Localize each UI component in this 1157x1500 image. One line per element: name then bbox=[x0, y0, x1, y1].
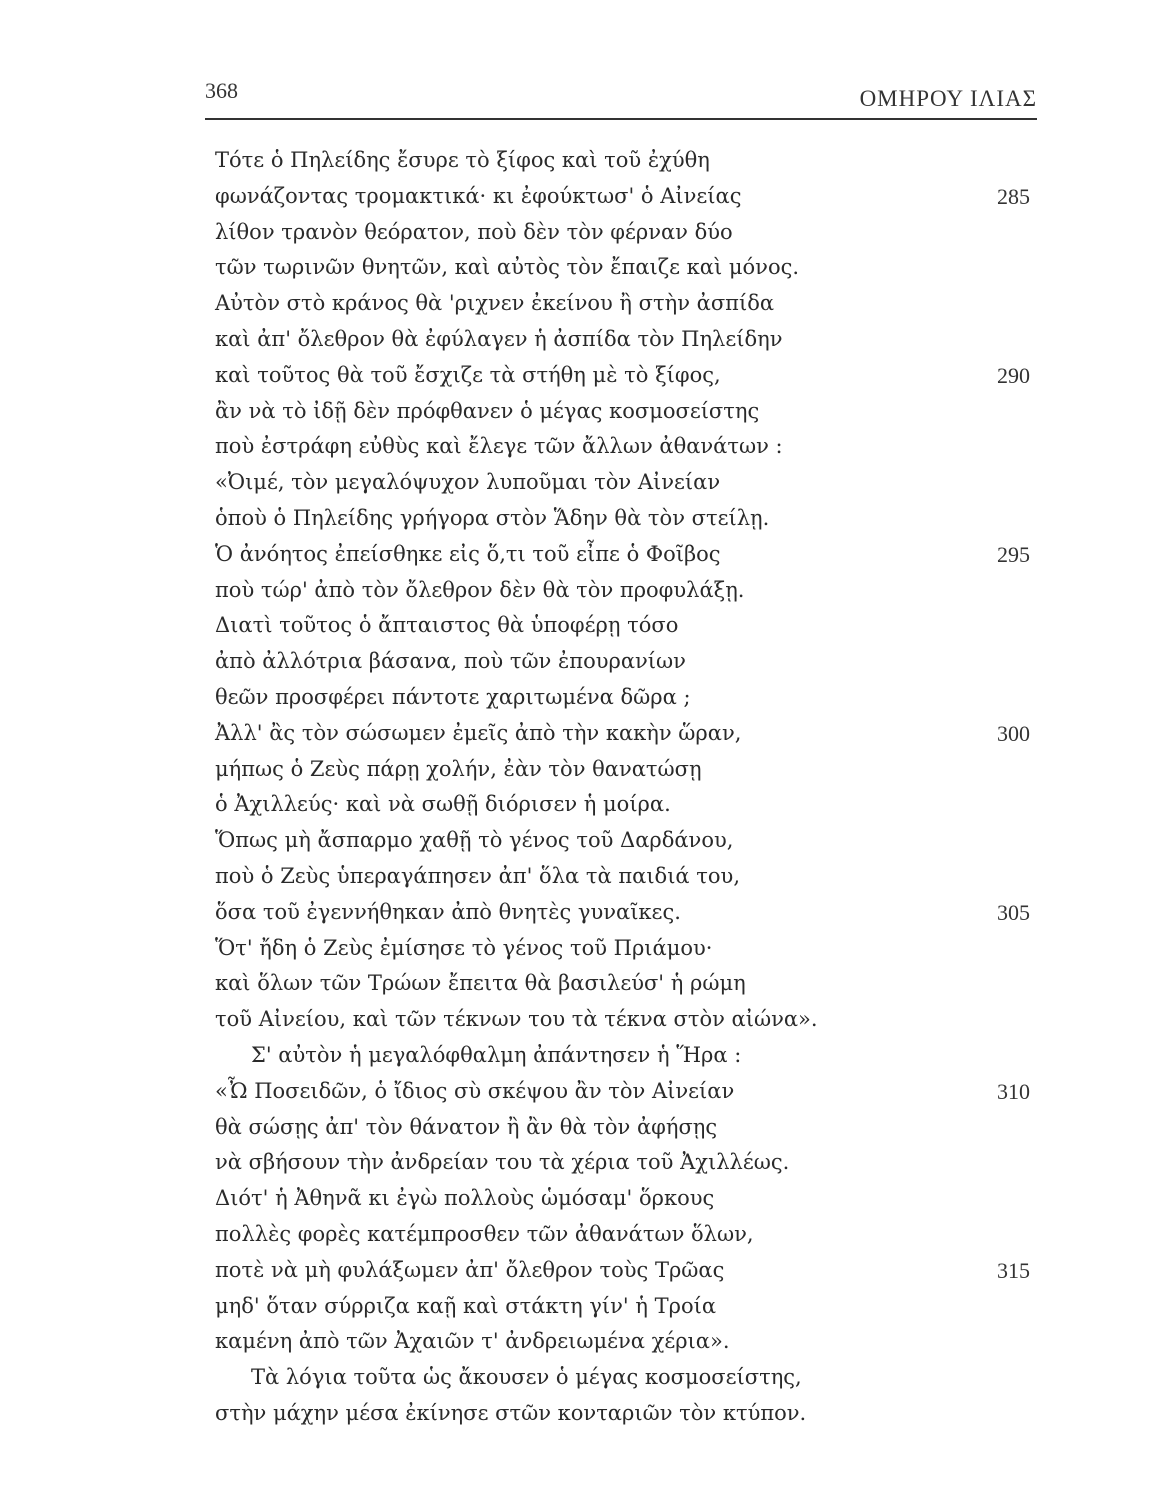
verse-text: ὅσα τοῦ ἐγεννήθηκαν ἀπὸ θνητὲς γυναῖκες. bbox=[215, 899, 681, 924]
line-number: 290 bbox=[997, 362, 1030, 388]
verse-text: πολλὲς φορὲς κατέμπροσθεν τῶν ἀθανάτων ὅλων, bbox=[215, 1221, 754, 1246]
verse-text: Ὁ ἀνόητος ἐπείσθηκε εἰς ὅ,τι τοῦ εἶπε ὁ Φοῖβος bbox=[215, 541, 721, 566]
verse-line bbox=[215, 1145, 1040, 1181]
verse-list bbox=[215, 143, 1040, 1432]
verse-text: νὰ σβήσουν τὴν ἀνδρείαν του τὰ χέρια τοῦ Ἀχιλλέως. bbox=[215, 1150, 790, 1175]
verse-line bbox=[215, 1253, 1040, 1289]
verse-text: Ὅτ' ἤδη ὁ Ζεὺς ἐμίσησε τὸ γένος τοῦ Πριάμου· bbox=[215, 935, 713, 960]
line-number: 315 bbox=[997, 1257, 1030, 1283]
verse-line bbox=[215, 1396, 1040, 1432]
verse-line bbox=[215, 1181, 1040, 1217]
verse-text: θὰ σώσῃς ἀπ' τὸν θάνατον ἢ ἂν θὰ τὸν ἀφήσῃς bbox=[215, 1114, 718, 1139]
verse-text: μήπως ὁ Ζεὺς πάρῃ χολήν, ἐὰν τὸν θανατώσῃ bbox=[215, 756, 702, 781]
verse-text: Σ' αὐτὸν ἡ μεγαλόφθαλμη ἀπάντησεν ἡ Ἥρα : bbox=[251, 1042, 742, 1067]
verse-line bbox=[215, 1324, 1040, 1360]
verse-line bbox=[215, 286, 1040, 322]
verse-text: τοῦ Αἰνείου, καὶ τῶν τέκνων του τὰ τέκνα στὸν αἰώνα». bbox=[215, 1007, 818, 1032]
verse-line bbox=[215, 1360, 1040, 1396]
verse-text: ποὺ ὁ Ζεὺς ὑπεραγάπησεν ἀπ' ὅλα τὰ παιδιά του, bbox=[215, 863, 740, 888]
verse-text: στὴν μάχην μέσα ἐκίνησε στῶν κονταριῶν τὸν κτύπον. bbox=[215, 1400, 807, 1425]
verse-text: ἀπὸ ἀλλότρια βάσανα, ποὺ τῶν ἐπουρανίων bbox=[215, 649, 686, 674]
verse-text: ποὺ ἐστράφη εὐθὺς καὶ ἔλεγε τῶν ἄλλων ἀθανάτων : bbox=[215, 434, 783, 459]
verse-text: φωνάζοντας τρομακτικά· κι ἐφούκτωσ' ὁ Αἰνείας bbox=[215, 183, 742, 208]
verse-line bbox=[215, 1110, 1040, 1146]
verse-text: ὁ Ἀχιλλεύς· καὶ νὰ σωθῇ διόρισεν ἡ μοίρα. bbox=[215, 792, 671, 817]
verse-text: καμένη ἀπὸ τῶν Ἀχαιῶν τ' ἀνδρειωμένα χέρια». bbox=[215, 1329, 730, 1354]
verse-line bbox=[215, 608, 1040, 644]
verse-text: «Ὀιμέ, τὸν μεγαλόψυχον λυποῦμαι τὸν Αἰνείαν bbox=[215, 470, 721, 495]
verse-line bbox=[215, 787, 1040, 823]
verse-line bbox=[215, 322, 1040, 358]
verse-line bbox=[215, 931, 1040, 967]
verse-line bbox=[215, 644, 1040, 680]
verse-line bbox=[215, 1289, 1040, 1325]
verse-line bbox=[215, 537, 1040, 573]
verse-text: θεῶν προσφέρει πάντοτε χαριτωμένα δῶρα ; bbox=[215, 684, 691, 709]
verse-text: ἂν νὰ τὸ ἰδῇ δὲν πρόφθανεν ὁ μέγας κοσμοσείστης bbox=[215, 398, 760, 423]
verse-text: ὁποὺ ὁ Πηλείδης γρήγορα στὸν Ἅδην θὰ τὸν στείλῃ. bbox=[215, 505, 770, 530]
line-number: 310 bbox=[997, 1078, 1030, 1104]
verse-text: Τὰ λόγια τοῦτα ὡς ἄκουσεν ὁ μέγας κοσμοσείστης, bbox=[251, 1365, 802, 1390]
verse-line bbox=[215, 680, 1040, 716]
verse-text: μηδ' ὅταν σύρριζα καῇ καὶ στάκτη γίν' ἡ Τροία bbox=[215, 1293, 717, 1318]
verse-line bbox=[215, 465, 1040, 501]
verse-line bbox=[215, 179, 1040, 215]
verse-line bbox=[215, 358, 1040, 394]
verse-text: «Ὦ Ποσειδῶν, ὁ ἴδιος σὺ σκέψου ἂν τὸν Αἰνείαν bbox=[215, 1078, 735, 1103]
verse-line bbox=[215, 1038, 1040, 1074]
verse-text: Ἀλλ' ἂς τὸν σώσωμεν ἐμεῖς ἀπὸ τὴν κακὴν ὥραν, bbox=[215, 720, 742, 745]
verse-text: καὶ ὅλων τῶν Τρώων ἔπειτα θὰ βασιλεύσ' ἡ ρώμη bbox=[215, 971, 746, 996]
line-number: 305 bbox=[997, 899, 1030, 925]
verse-line bbox=[215, 215, 1040, 251]
verse-text: ποτὲ νὰ μὴ φυλάξωμεν ἀπ' ὄλεθρον τοὺς Τρῶας bbox=[215, 1257, 725, 1282]
verse-text: Διατὶ τοῦτος ὁ ἄπταιστος θὰ ὑποφέρῃ τόσο bbox=[215, 613, 679, 638]
header-rule bbox=[205, 118, 1037, 120]
verse-line bbox=[215, 1002, 1040, 1038]
verse-text: καὶ ἀπ' ὄλεθρον θὰ ἐφύλαγεν ἡ ἀσπίδα τὸν Πηλείδην bbox=[215, 326, 783, 351]
verse-text: Τότε ὁ Πηλείδης ἔσυρε τὸ ξίφος καὶ τοῦ ἐχύθη bbox=[215, 148, 710, 172]
verse-line bbox=[215, 501, 1040, 537]
verse-line bbox=[215, 895, 1040, 931]
verse-text: τῶν τωρινῶν θνητῶν, καὶ αὐτὸς τὸν ἔπαιζε καὶ μόνος. bbox=[215, 255, 800, 280]
running-title: ΟΜΗΡΟΥ ΙΛΙΑΣ bbox=[859, 86, 1037, 111]
verse-line bbox=[215, 429, 1040, 465]
verse-text: καὶ τοῦτος θὰ τοῦ ἔσχιζε τὰ στήθη μὲ τὸ ξίφος, bbox=[215, 362, 721, 387]
verse-line bbox=[215, 823, 1040, 859]
line-number: 285 bbox=[997, 183, 1030, 209]
verse-line bbox=[215, 1217, 1040, 1253]
verse-text: Ὅπως μὴ ἄσπαρμο χαθῇ τὸ γένος τοῦ Δαρδάνου, bbox=[215, 828, 734, 853]
page-header bbox=[205, 74, 1037, 114]
verse-text: Αὐτὸν στὸ κράνος θὰ 'ριχνεν ἐκείνου ἢ στὴν ἀσπίδα bbox=[215, 291, 775, 316]
page-number: 368 bbox=[205, 78, 238, 103]
verse-text: ποὺ τώρ' ἀπὸ τὸν ὄλεθρον δὲν θὰ τὸν προφυλάξῃ. bbox=[215, 577, 745, 602]
verse-text: Διότ' ἡ Ἀθηνᾶ κι ἐγὼ πολλοὺς ὡμόσαμ' ὅρκους bbox=[215, 1186, 715, 1211]
line-number: 295 bbox=[997, 541, 1030, 567]
verse-line bbox=[215, 966, 1040, 1002]
verse-line bbox=[215, 1074, 1040, 1110]
line-number: 300 bbox=[997, 720, 1030, 746]
verse-line bbox=[215, 394, 1040, 430]
verse-line bbox=[215, 573, 1040, 609]
verse-line bbox=[215, 143, 1040, 179]
verse-line bbox=[215, 716, 1040, 752]
verse-line bbox=[215, 250, 1040, 286]
verse-text: λίθον τρανὸν θεόρατον, ποὺ δὲν τὸν φέρναν δύο bbox=[215, 219, 733, 244]
verse-line bbox=[215, 859, 1040, 895]
verse-line bbox=[215, 752, 1040, 788]
